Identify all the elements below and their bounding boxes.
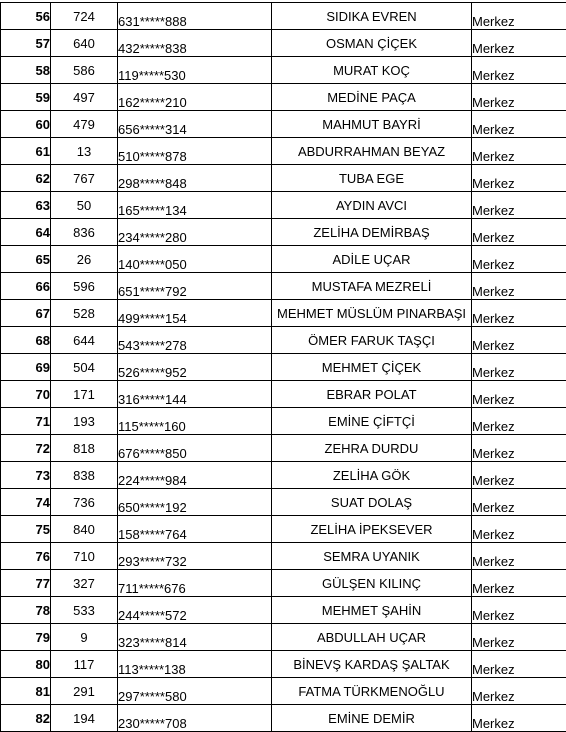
row-number-cell: 60 xyxy=(1,111,51,138)
unit-cell: Merkez xyxy=(472,3,566,30)
ranking-number-cell: 117 xyxy=(51,651,118,678)
row-number-cell: 74 xyxy=(1,489,51,516)
row-number-cell: 66 xyxy=(1,273,51,300)
unit-cell: Merkez xyxy=(472,489,566,516)
row-number-cell: 56 xyxy=(1,3,51,30)
full-name-cell: MEDİNE PAÇA xyxy=(272,84,472,111)
masked-id-cell: 316*****144 xyxy=(118,381,272,408)
ranking-number-cell: 596 xyxy=(51,273,118,300)
full-name-cell: MAHMUT BAYRİ xyxy=(272,111,472,138)
masked-id-cell: 158*****764 xyxy=(118,516,272,543)
unit-cell: Merkez xyxy=(472,165,566,192)
unit-cell: Merkez xyxy=(472,570,566,597)
full-name-cell: ABDURRAHMAN BEYAZ xyxy=(272,138,472,165)
masked-id-cell: 432*****838 xyxy=(118,30,272,57)
table-row xyxy=(1,273,566,300)
ranking-number-cell: 171 xyxy=(51,381,118,408)
ranking-number-cell: 724 xyxy=(51,3,118,30)
table-row xyxy=(1,30,566,57)
unit-cell: Merkez xyxy=(472,111,566,138)
table-row xyxy=(1,489,566,516)
ranking-number-cell: 640 xyxy=(51,30,118,57)
masked-id-cell: 650*****192 xyxy=(118,489,272,516)
full-name-cell: ZEHRA DURDU xyxy=(272,435,472,462)
ranking-number-cell: 767 xyxy=(51,165,118,192)
full-name-cell: GÜLŞEN KILINÇ xyxy=(272,570,472,597)
unit-cell: Merkez xyxy=(472,597,566,624)
ranking-number-cell: 818 xyxy=(51,435,118,462)
unit-cell: Merkez xyxy=(472,30,566,57)
unit-cell: Merkez xyxy=(472,678,566,705)
full-name-cell: ZELİHA DEMİRBAŞ xyxy=(272,219,472,246)
masked-id-cell: 323*****814 xyxy=(118,624,272,651)
row-number-cell: 77 xyxy=(1,570,51,597)
unit-cell: Merkez xyxy=(472,705,566,732)
full-name-cell: SIDIKA EVREN xyxy=(272,3,472,30)
table-row xyxy=(1,381,566,408)
unit-cell: Merkez xyxy=(472,462,566,489)
ranking-number-cell: 836 xyxy=(51,219,118,246)
ranking-number-cell: 291 xyxy=(51,678,118,705)
unit-cell: Merkez xyxy=(472,624,566,651)
table-row xyxy=(1,435,566,462)
unit-cell: Merkez xyxy=(472,327,566,354)
masked-id-cell: 510*****878 xyxy=(118,138,272,165)
unit-cell: Merkez xyxy=(472,192,566,219)
masked-id-cell: 631*****888 xyxy=(118,3,272,30)
ranking-number-cell: 838 xyxy=(51,462,118,489)
full-name-cell: EBRAR POLAT xyxy=(272,381,472,408)
row-number-cell: 68 xyxy=(1,327,51,354)
table-row xyxy=(1,624,566,651)
ranking-number-cell: 710 xyxy=(51,543,118,570)
masked-id-cell: 499*****154 xyxy=(118,300,272,327)
full-name-cell: OSMAN ÇİÇEK xyxy=(272,30,472,57)
unit-cell: Merkez xyxy=(472,354,566,381)
full-name-cell: EMİNE ÇİFTÇİ xyxy=(272,408,472,435)
masked-id-cell: 526*****952 xyxy=(118,354,272,381)
ranking-number-cell: 50 xyxy=(51,192,118,219)
results-table xyxy=(0,2,566,732)
ranking-number-cell: 586 xyxy=(51,57,118,84)
table-row xyxy=(1,3,566,30)
unit-cell: Merkez xyxy=(472,84,566,111)
full-name-cell: FATMA TÜRKMENOĞLU xyxy=(272,678,472,705)
unit-cell: Merkez xyxy=(472,57,566,84)
masked-id-cell: 224*****984 xyxy=(118,462,272,489)
row-number-cell: 69 xyxy=(1,354,51,381)
row-number-cell: 58 xyxy=(1,57,51,84)
unit-cell: Merkez xyxy=(472,516,566,543)
ranking-number-cell: 533 xyxy=(51,597,118,624)
table-row xyxy=(1,246,566,273)
row-number-cell: 72 xyxy=(1,435,51,462)
row-number-cell: 59 xyxy=(1,84,51,111)
ranking-number-cell: 194 xyxy=(51,705,118,732)
row-number-cell: 80 xyxy=(1,651,51,678)
unit-cell: Merkez xyxy=(472,138,566,165)
ranking-number-cell: 528 xyxy=(51,300,118,327)
table-row xyxy=(1,300,566,327)
row-number-cell: 79 xyxy=(1,624,51,651)
ranking-number-cell: 840 xyxy=(51,516,118,543)
table-row xyxy=(1,57,566,84)
full-name-cell: SUAT DOLAŞ xyxy=(272,489,472,516)
masked-id-cell: 115*****160 xyxy=(118,408,272,435)
full-name-cell: BİNEVŞ KARDAŞ ŞALTAK xyxy=(272,651,472,678)
table-row xyxy=(1,354,566,381)
ranking-number-cell: 736 xyxy=(51,489,118,516)
ranking-number-cell: 9 xyxy=(51,624,118,651)
ranking-number-cell: 327 xyxy=(51,570,118,597)
row-number-cell: 70 xyxy=(1,381,51,408)
full-name-cell: MEHMET ŞAHİN xyxy=(272,597,472,624)
row-number-cell: 64 xyxy=(1,219,51,246)
row-number-cell: 81 xyxy=(1,678,51,705)
full-name-cell: SEMRA UYANIK xyxy=(272,543,472,570)
row-number-cell: 67 xyxy=(1,300,51,327)
table-row xyxy=(1,597,566,624)
unit-cell: Merkez xyxy=(472,381,566,408)
unit-cell: Merkez xyxy=(472,273,566,300)
full-name-cell: ABDULLAH UÇAR xyxy=(272,624,472,651)
masked-id-cell: 651*****792 xyxy=(118,273,272,300)
full-name-cell: TUBA EGE xyxy=(272,165,472,192)
full-name-cell: MEHMET MÜSLÜM PINARBAŞI xyxy=(272,300,472,327)
full-name-cell: ZELİHA GÖK xyxy=(272,462,472,489)
masked-id-cell: 298*****848 xyxy=(118,165,272,192)
table-row xyxy=(1,219,566,246)
ranking-number-cell: 497 xyxy=(51,84,118,111)
row-number-cell: 61 xyxy=(1,138,51,165)
masked-id-cell: 244*****572 xyxy=(118,597,272,624)
table-row xyxy=(1,705,566,732)
full-name-cell: MURAT KOÇ xyxy=(272,57,472,84)
table-row xyxy=(1,327,566,354)
masked-id-cell: 297*****580 xyxy=(118,678,272,705)
row-number-cell: 71 xyxy=(1,408,51,435)
table-row xyxy=(1,543,566,570)
results-table-body xyxy=(1,3,566,732)
table-row xyxy=(1,651,566,678)
table-row xyxy=(1,138,566,165)
table-row xyxy=(1,462,566,489)
table-row xyxy=(1,165,566,192)
masked-id-cell: 119*****530 xyxy=(118,57,272,84)
full-name-cell: EMİNE DEMİR xyxy=(272,705,472,732)
row-number-cell: 76 xyxy=(1,543,51,570)
masked-id-cell: 165*****134 xyxy=(118,192,272,219)
unit-cell: Merkez xyxy=(472,435,566,462)
unit-cell: Merkez xyxy=(472,300,566,327)
masked-id-cell: 162*****210 xyxy=(118,84,272,111)
full-name-cell: AYDIN AVCI xyxy=(272,192,472,219)
ranking-number-cell: 26 xyxy=(51,246,118,273)
ranking-number-cell: 479 xyxy=(51,111,118,138)
ranking-number-cell: 644 xyxy=(51,327,118,354)
unit-cell: Merkez xyxy=(472,651,566,678)
row-number-cell: 82 xyxy=(1,705,51,732)
masked-id-cell: 113*****138 xyxy=(118,651,272,678)
table-row xyxy=(1,111,566,138)
ranking-number-cell: 13 xyxy=(51,138,118,165)
masked-id-cell: 711*****676 xyxy=(118,570,272,597)
masked-id-cell: 656*****314 xyxy=(118,111,272,138)
row-number-cell: 75 xyxy=(1,516,51,543)
row-number-cell: 78 xyxy=(1,597,51,624)
table-row xyxy=(1,678,566,705)
table-row xyxy=(1,516,566,543)
full-name-cell: ÖMER FARUK TAŞÇI xyxy=(272,327,472,354)
full-name-cell: MEHMET ÇİÇEK xyxy=(272,354,472,381)
unit-cell: Merkez xyxy=(472,408,566,435)
masked-id-cell: 234*****280 xyxy=(118,219,272,246)
unit-cell: Merkez xyxy=(472,543,566,570)
table-row xyxy=(1,408,566,435)
ranking-number-cell: 504 xyxy=(51,354,118,381)
full-name-cell: ADİLE UÇAR xyxy=(272,246,472,273)
masked-id-cell: 543*****278 xyxy=(118,327,272,354)
masked-id-cell: 293*****732 xyxy=(118,543,272,570)
masked-id-cell: 676*****850 xyxy=(118,435,272,462)
full-name-cell: MUSTAFA MEZRELİ xyxy=(272,273,472,300)
table-row xyxy=(1,570,566,597)
table-row xyxy=(1,84,566,111)
full-name-cell: ZELİHA İPEKSEVER xyxy=(272,516,472,543)
table-row xyxy=(1,192,566,219)
unit-cell: Merkez xyxy=(472,246,566,273)
masked-id-cell: 140*****050 xyxy=(118,246,272,273)
ranking-number-cell: 193 xyxy=(51,408,118,435)
row-number-cell: 73 xyxy=(1,462,51,489)
row-number-cell: 63 xyxy=(1,192,51,219)
row-number-cell: 65 xyxy=(1,246,51,273)
row-number-cell: 62 xyxy=(1,165,51,192)
row-number-cell: 57 xyxy=(1,30,51,57)
unit-cell: Merkez xyxy=(472,219,566,246)
masked-id-cell: 230*****708 xyxy=(118,705,272,732)
